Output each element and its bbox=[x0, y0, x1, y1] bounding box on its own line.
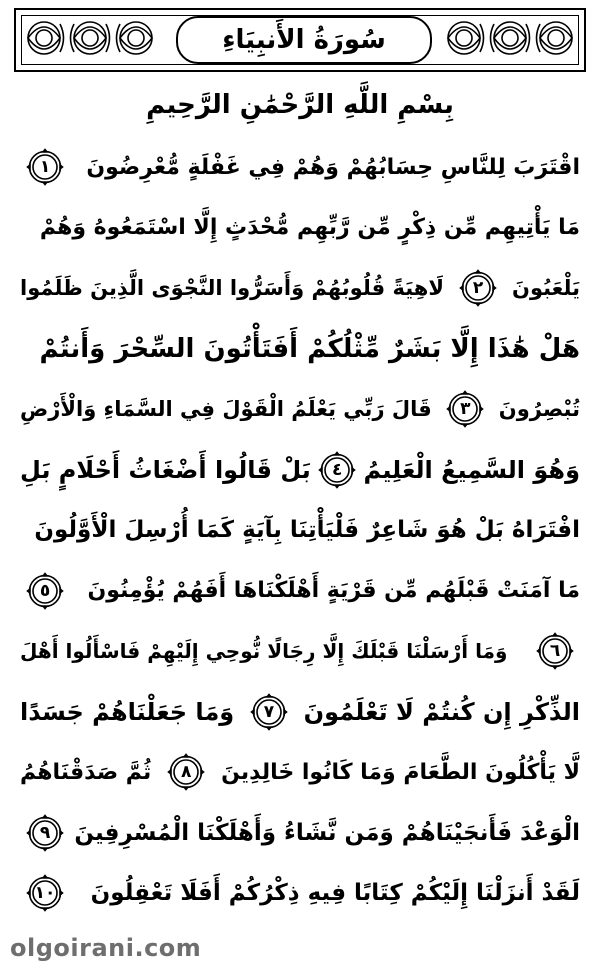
verse-line bbox=[20, 380, 580, 438]
verse-line bbox=[20, 259, 580, 317]
verse-text: بَلْ قَالُوا أَضْغَاثُ أَحْلَامٍ بَلِ bbox=[20, 455, 311, 484]
ayah-number-marker-icon bbox=[167, 753, 205, 791]
surah-header-frame bbox=[14, 8, 586, 72]
verse-line bbox=[20, 864, 580, 922]
verse-text: الْوَعْدَ فَأَنجَيْنَاهُمْ وَمَن نَّشَاءُ وَأَهْلَكْنَا الْمُسْرِفِينَ bbox=[74, 819, 580, 846]
ayah-number-marker-icon bbox=[459, 269, 497, 307]
ayah-number-marker-icon bbox=[26, 874, 64, 912]
verse-line bbox=[20, 199, 580, 257]
verse-text: وَهُوَ السَّمِيعُ الْعَلِيمُ bbox=[363, 455, 580, 484]
ayah-number: ٦ bbox=[549, 641, 561, 661]
verse-line bbox=[20, 683, 580, 741]
verse-text: لَاهِيَةً قُلُوبُهُمْ وَأَسَرُّوا النَّجْوَى الَّذِينَ ظَلَمُوا bbox=[20, 276, 444, 300]
surah-title: سُورَةُ الأَنبِيَاءِ bbox=[222, 25, 386, 55]
verse-text: مَا يَأْتِيهِم مِّن ذِكْرٍ مِّن رَّبِّهِم مُّحْدَثٍ إِلَّا اسْتَمَعُوهُ وَهُمْ bbox=[39, 215, 580, 240]
ayah-number-marker-icon bbox=[26, 814, 64, 852]
verse-text: ثُمَّ صَدَقْنَاهُمُ bbox=[20, 759, 152, 785]
verse-line bbox=[20, 320, 580, 378]
arabesque-ornament-left-icon bbox=[20, 14, 160, 62]
ayah-number-marker-icon bbox=[536, 632, 574, 670]
watermark: olgoirani.com bbox=[10, 934, 202, 962]
ayah-number-marker-icon bbox=[26, 148, 64, 186]
verse-line bbox=[20, 562, 580, 620]
verse-text: لَقَدْ أَنزَلْنَا إِلَيْكُمْ كِتَابًا فِيهِ ذِكْرُكُمْ أَفَلَا تَعْقِلُونَ bbox=[90, 880, 580, 906]
ayah-number-marker-icon bbox=[318, 451, 356, 489]
verse-line bbox=[20, 622, 580, 680]
verse-line bbox=[20, 138, 580, 196]
ayah-number: ٣ bbox=[460, 399, 471, 419]
ayah-number-marker-icon bbox=[446, 390, 484, 428]
ayah-number: ٢ bbox=[472, 278, 484, 298]
ayah-number-marker-icon bbox=[250, 693, 288, 731]
ayah-number: ٩ bbox=[39, 822, 51, 843]
verse-line bbox=[20, 804, 580, 862]
verse-text: الذِّكْرِ إِن كُنتُمْ لَا تَعْلَمُونَ bbox=[303, 697, 580, 726]
ayah-number: ٧ bbox=[263, 701, 275, 722]
ayah-number: ٨ bbox=[181, 762, 192, 782]
verse-text: افْتَرَاهُ بَلْ هُوَ شَاعِرٌ فَلْيَأْتِنَا بِآيَةٍ كَمَا أُرْسِلَ الْأَوَّلُونَ bbox=[34, 517, 580, 543]
verse-text: قَالَ رَبِّي يَعْلَمُ الْقَوْلَ فِي السَّمَاءِ وَالْأَرْضِ bbox=[20, 397, 432, 421]
ayah-number: ١ bbox=[39, 157, 51, 177]
verse-text: لَّا يَأْكُلُونَ الطَّعَامَ وَمَا كَانُوا خَالِدِينَ bbox=[221, 759, 580, 785]
verse-line bbox=[20, 441, 580, 499]
ayah-number: ٤ bbox=[331, 459, 343, 480]
ayah-number: ١٠ bbox=[34, 883, 56, 903]
verse-text: يَلْعَبُونَ bbox=[512, 276, 580, 300]
verse-line bbox=[20, 501, 580, 559]
ayah-number-marker-icon bbox=[26, 572, 64, 610]
basmala: بِسْمِ اللَّهِ الرَّحْمَٰنِ الرَّحِيمِ bbox=[146, 90, 454, 120]
verse-text: وَمَا أَرْسَلْنَا قَبْلَكَ إِلَّا رِجَالًا نُّوحِي إِلَيْهِمْ فَاسْأَلُوا أَهْلَ bbox=[20, 639, 508, 663]
verse-line bbox=[20, 743, 580, 801]
verse-text: هَلْ هَٰذَا إِلَّا بَشَرٌ مِّثْلُكُمْ أَفَتَأْتُونَ السِّحْرَ وَأَنتُمْ bbox=[39, 333, 580, 364]
verse-text: مَا آمَنَتْ قَبْلَهُم مِّن قَرْيَةٍ أَهْلَكْنَاهَا أَفَهُمْ يُؤْمِنُونَ bbox=[87, 578, 580, 603]
ayah-number: ٥ bbox=[39, 580, 51, 601]
surah-title-cartouche bbox=[176, 16, 432, 64]
verse-text: وَمَا جَعَلْنَاهُمْ جَسَدًا bbox=[20, 697, 235, 726]
arabesque-ornament-right-icon bbox=[440, 14, 580, 62]
verse-text: تُبْصِرُونَ bbox=[498, 397, 580, 421]
verse-text: اقْتَرَبَ لِلنَّاسِ حِسَابُهُمْ وَهُمْ فِي غَفْلَةٍ مُّعْرِضُونَ bbox=[86, 154, 580, 180]
